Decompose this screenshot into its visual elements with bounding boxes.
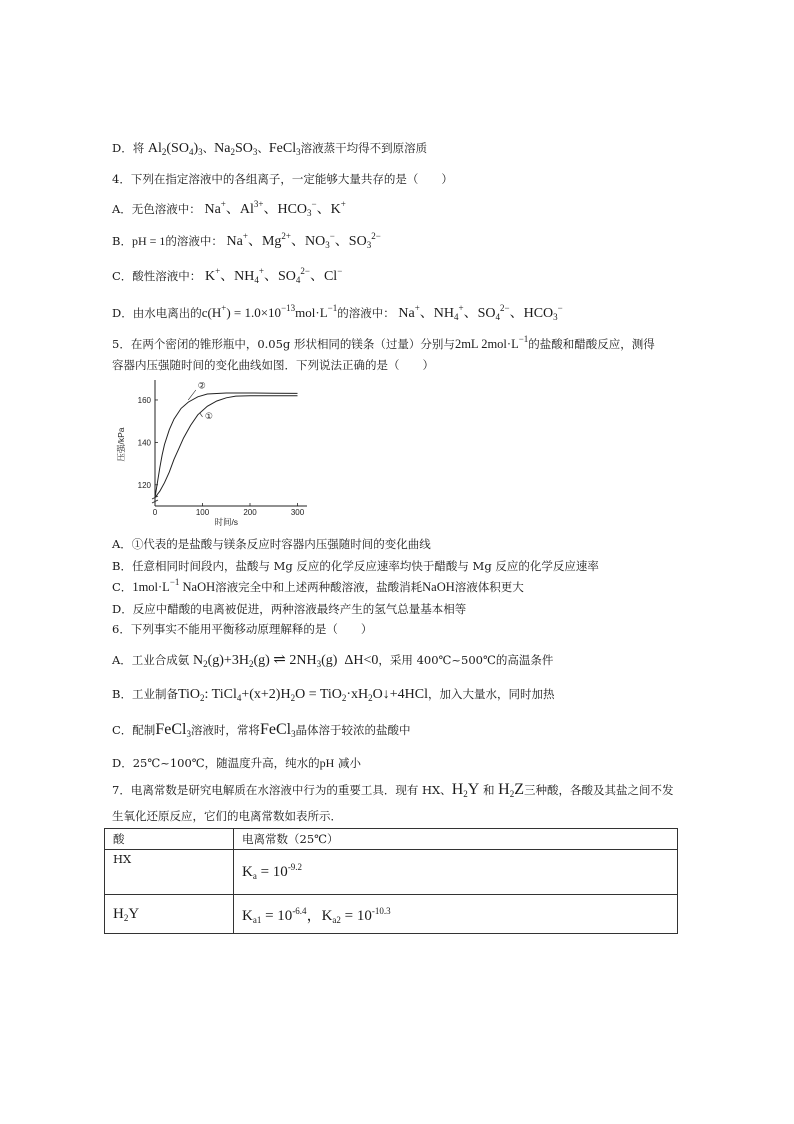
x-tick-label: 100: [195, 508, 210, 517]
q4d-condition: $c(H^+) = 1.0\times 10^{-13}mol\cdot L^{-1}$: [201, 303, 338, 320]
q6c-tail: 晶体溶于较浓的盐酸中: [295, 723, 411, 737]
table-cell-acid: $H_2Y$: [105, 895, 234, 934]
table-header-row: [105, 829, 678, 850]
series-line-2: [155, 393, 298, 498]
q4-stem: 4．下列在指定溶液中的各组离子，一定能够大量共存的是（ ）: [112, 172, 453, 186]
q6-option-b: [112, 686, 555, 703]
q4d-mid: 的溶液中：: [337, 306, 395, 320]
q3d-prefix: D．将: [112, 141, 145, 155]
pressure-time-chart: [112, 378, 312, 528]
q7-stem-1c: 三种酸，各酸及其盐之间不发: [523, 783, 674, 797]
q5-option-d: D．反应中醋酸的电离被促进，两种溶液最终产生的氢气总量基本相等: [112, 602, 467, 616]
series-label-1: ①: [204, 411, 213, 422]
q4b-ph: pH = 1: [131, 234, 166, 248]
q6c-mid: 溶液时，常将: [190, 723, 260, 737]
x-tick-label: 200: [243, 508, 257, 517]
q5c-tail: 溶液体积更大: [454, 580, 524, 594]
q5-option-b: B．任意相同时间段内，盐酸与 Mg 反应的化学反应速率均快于醋酸与 Mg 反应的化学反应速率: [112, 559, 599, 573]
q6b-label: B．工业制备: [112, 687, 178, 701]
q5c-naoh: NaOH: [422, 580, 455, 594]
q5c-naoh-conc: $1mol\cdot L^{-1}$ NaOH: [132, 577, 216, 594]
q4a-ions: Na+、$Al^{3+}$、$HCO_3^-$、K+: [204, 199, 346, 218]
q6-stem: 6．下列事实不能用平衡移动原理解释的是（ ）: [112, 622, 373, 636]
series-label-leader-1: [200, 413, 203, 417]
table-header-constant: 电离常数（25℃）: [234, 829, 678, 850]
q6b-tail: ，加入大量水，同时加热: [428, 687, 555, 701]
q4-option-a: [112, 201, 346, 218]
q4b-label: B．: [112, 234, 132, 248]
formula-fecl3: FeCl$_3$: [268, 141, 301, 157]
q6d-text: D．25℃~100℃，随温度升高，纯水的: [112, 756, 320, 770]
formula-fecl3: FeCl$_3$: [155, 721, 191, 739]
table-cell-constant: $K_a = 10^{-9.2}$: [234, 850, 678, 895]
q5c-mid: 溶液完全中和上述两种酸溶液，盐酸消耗: [215, 580, 423, 594]
formula-h2z: $H_2Z$: [498, 781, 524, 799]
q5c-label: C．: [112, 580, 133, 594]
formula-h2y: $H_2Y$: [451, 781, 480, 799]
table-row: [105, 895, 678, 934]
q6-option-d: [112, 755, 361, 771]
y-tick-label: 140: [137, 438, 151, 448]
q7-stem-1a: 7．电离常数是研究电解质在水溶液中行为的重要工具．现有 HX、: [112, 783, 452, 797]
series-line-1: [155, 396, 298, 498]
q4b-mid: 的溶液中：: [165, 234, 223, 248]
x-tick-label: 300: [290, 508, 305, 517]
q5-stem-2: 容器内压强随时间的变化曲线如图．下列说法正确的是（ ）: [112, 358, 434, 372]
table-row: [105, 850, 678, 895]
q4-option-d: [112, 305, 563, 322]
q6d-tail: 减小: [338, 756, 361, 770]
equilibrium-arrow: ⇌: [273, 652, 286, 668]
series-label-2: ②: [197, 380, 206, 391]
q6a-tail: ，采用 400℃~500℃的高温条件: [378, 653, 554, 667]
q5-stem-1: [112, 336, 655, 352]
q4-option-b: [112, 233, 381, 250]
y-tick-label: 120: [137, 480, 151, 490]
q4d-ions: Na+、$NH_4^+$、$SO_4^{2-}$、$HCO_3^-$: [398, 303, 563, 322]
x-axis-title: 时间/s: [214, 517, 239, 527]
q4c-label: C．酸性溶液中：: [112, 269, 202, 283]
q7-and: 和: [482, 783, 495, 797]
chart-axes: [152, 380, 307, 506]
q3d-suffix: 溶液蒸干均得不到原溶质: [300, 141, 428, 155]
y-tick-label: 160: [137, 395, 151, 405]
table-cell-acid: HX: [105, 850, 234, 895]
q6-option-c: [112, 722, 411, 738]
table-header-acid: 酸: [105, 829, 234, 850]
sep: 、: [202, 141, 215, 155]
q4c-ions: K+、$NH_4^+$、$SO_4^{2-}$、Cl−: [204, 266, 343, 285]
x-tick-label: 0: [152, 508, 158, 517]
q5-option-c: [112, 579, 524, 595]
formula-na2so3: $Na_2SO_3$: [214, 141, 258, 157]
q3-option-d: [112, 140, 427, 157]
q4-option-c: [112, 268, 342, 285]
q5-stem-1b: 的盐酸和醋酸反应，测得: [528, 337, 655, 351]
q6a-equation: $N_2(g)+3H_2(g)$ ⇌ $2NH_3(g)$ ΔH<0: [192, 652, 379, 669]
y-axis-title: 压强/kPa: [116, 427, 126, 462]
q5-option-a: A．①代表的是盐酸与镁条反应时容器内压强随时间的变化曲线: [112, 537, 431, 551]
q7-stem-1: [112, 782, 673, 798]
q4d-label: D．由水电离出的: [112, 306, 202, 320]
q6d-ph: pH: [319, 756, 335, 770]
ionization-constant-table: [104, 828, 678, 934]
q4a-label: A．无色溶液中：: [112, 202, 201, 216]
q5-concentration: 2mL $2mol\cdot L^{-1}$: [454, 334, 529, 351]
q4b-ions: Na+、$Mg^{2+}$、$NO_3^-$、$SO_3^{2-}$: [226, 231, 381, 250]
q6c-label: C．配制: [112, 723, 156, 737]
formula-fecl3: FeCl$_3$: [259, 721, 296, 739]
q6a-label: A．工业合成氨: [112, 653, 190, 667]
q5-stem-1a: 5．在两个密闭的锥形瓶中，0.05g 形状相同的镁条（过量）分别与: [112, 337, 455, 351]
q7-stem-2: 生氧化还原反应，它们的电离常数如表所示．: [112, 809, 342, 823]
sep: 、: [257, 141, 269, 155]
formula-al2so43: $Al_2(SO_4)_3$: [147, 141, 203, 157]
q6-option-a: [112, 652, 553, 669]
table-cell-constant: $K_{a1} = 10^{-6.4}$，$K_{a2} = 10^{-10.3}$: [234, 895, 678, 934]
q6b-equation: TiO$_2$: $TiCl_4+(x+2)H_2O$ = $TiO_2\cdot xH_2O↓+4HCl$: [177, 687, 429, 703]
